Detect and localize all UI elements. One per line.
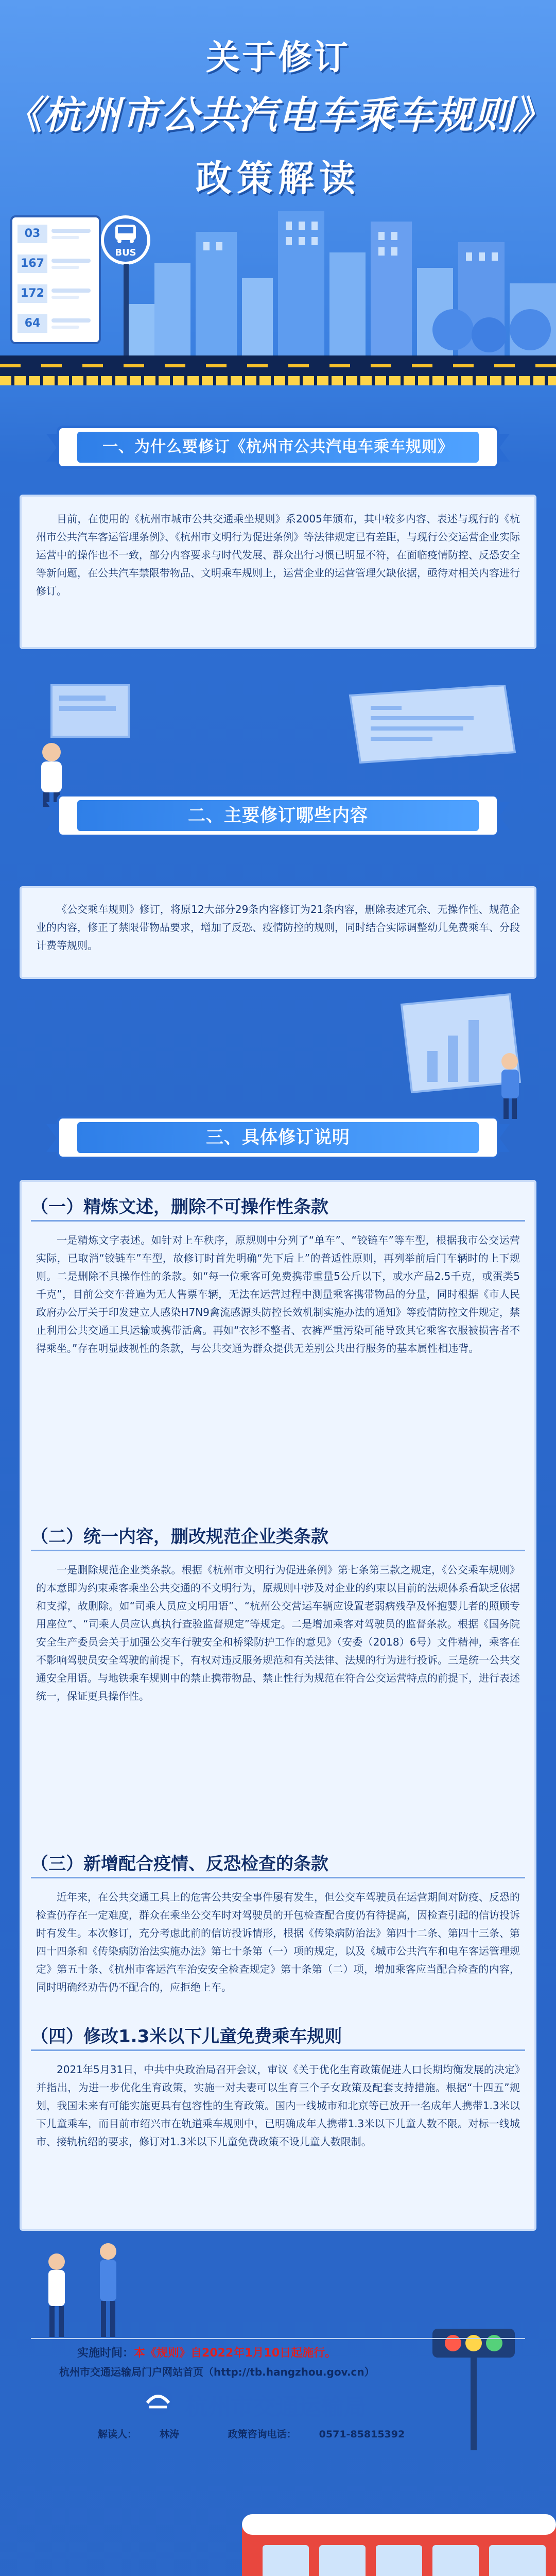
- item-3-heading: （三）新增配合疫情、反恐检查的条款: [31, 1854, 328, 1874]
- item-1-paragraph: 一是精炼文字表述。如针对上车秩序，原规则中分列了“单车”、“铰链车”等车型，根据我市公交运营实际，已取消“铰链车”车型，故修订时首先明确“先下后上”的普适性原则，再列举前后门车辆时的上下规则。二是删除不具操作性的条款。如“每一位乘客可免费携带重量5公斤以下，或水产品2.5千克，或蛋类5千克”，目前公交车普遍为无人售票车辆，无法在运营过程中测量乘客携带物品的分量，同时根据《市人民政府办公厅关于印发建立人感染H7N9禽流感源头防控长效机制实施办法的通知》等疫情防控文件规定，禁止利用公共交通工具运输或携带活禽。再如“衣衫不整者、衣裤严重污染可能导致其它乘客衣服被损害者不得乘坐。”存在明显歧视性的条款，与公共交通为群众提供无差别公共出行服务的基本属性相违背。: [36, 1234, 520, 1354]
- interpreter-label: 解读人：: [98, 2429, 137, 2440]
- item-2-heading: （二）统一内容，删改规范企业类条款: [31, 1527, 328, 1547]
- road-stripes: [0, 364, 556, 367]
- stop-row: [18, 314, 95, 334]
- divider: [31, 1220, 525, 1222]
- bus-stop-pole: [124, 264, 129, 357]
- hotline-label: 政策咨询电话：: [228, 2429, 297, 2440]
- section-2-banner: [46, 791, 510, 840]
- stop-number: 64: [18, 314, 47, 333]
- hotline-number: 0571-85815392: [319, 2429, 405, 2440]
- stop-row: [18, 284, 95, 304]
- stop-number: 03: [18, 225, 47, 243]
- bureau-emblem-icon: [139, 2385, 177, 2416]
- stop-number: 172: [18, 284, 47, 303]
- item-3-paragraph: 近年来，在公共交通工具上的危害公共安全事件屡有发生，但公交车驾驶员在运营期间对防疫、反恐的检查仍存在一定难度，群众在乘坐公交车时对驾驶员的开包检查配合度仍有待提高，因检查引起的信访投诉时有发生。本次修订，充分考虑此前的信访投诉情形，根据《传染病防治法》第四十二条、第四十三条、第四十四条和《传染病防治法实施办法》第七十条第（一）项的规定，以及《城市公共汽车和电车客运管理规定》第五十条、《杭州市客运汽车治安安全检查规定》第十条第（二）项，增加乘客应当配合检查的内容，同时明确经劝告仍不配合的，应拒绝上车。: [36, 1891, 520, 1993]
- implementation-value: 本《规则》自2022年1月10日起施行。: [134, 2347, 337, 2360]
- bus-sign-icon: [101, 215, 150, 265]
- road-fence: [0, 376, 556, 385]
- bus-stop-board: [10, 215, 101, 344]
- stop-row: [18, 225, 95, 244]
- section-1-paragraph: 目前，在使用的《杭州市城市公共交通乘坐规则》系2005年颁布，其中较多内容、表述与现行的《杭州市公共汽车客运管理条例》、《杭州市文明行为促进条例》等法律规定已有差距，与现行公交运营企业实际运营中的操作也不一致，部分内容要求与时代发展、群众出行习惯已明显不符，在面临疫情防控、反恐安全等新问题，在公共汽车禁限带物品、文明乘车规则上，运营企业的运营管理欠缺依据，亟待对相关内容进行修订。: [36, 513, 520, 597]
- item-2-paragraph: 一是删除规范企业类条款。根据《杭州市文明行为促进条例》第七条第三款之规定，《公交乘车规则》的本意即为约束乘客乘坐公共交通的不文明行为，原规则中涉及对企业的约束以目前的法规体系看缺乏依据和支撑，故删除。如“司乘人员应文明用语”、“杭州公交营运车辆应设置老弱病残孕及怀抱婴儿者的照顾专用座位”、“司乘人员应认真执行查验监督规定”等规定。二是增加乘客对驾驶员的监督条款。根据《国务院安全生产委员会关于加强公交车行驶安全和桥梁防护工作的意见》（安委（2018）6号）文件精神，乘客在不影响驾驶员安全驾驶的前提下，有权对违反服务规范和有关法律、法规的行为进行投诉。三是统一公共交通安全用语。与地铁乘车规则中的禁止携带物品、禁止性行为规范在符合公交运营特点的前提下，进行表述统一，保证更具操作性。: [36, 1564, 520, 1702]
- hotline: [228, 2429, 428, 2440]
- person-with-chart-illustration: [391, 989, 535, 1123]
- section-3-banner: [46, 1113, 510, 1162]
- person-with-screen-illustration: [21, 675, 144, 809]
- divider: [31, 2049, 525, 2051]
- implementation-label: 实施时间：: [77, 2347, 134, 2360]
- hero-title-top: 关于修订: [206, 37, 350, 77]
- divider: [31, 1877, 525, 1878]
- portal-link[interactable]: 杭州市交通运输局门户网站首页（http://tb.hangzhou.gov.cn）: [59, 2366, 375, 2378]
- interpreter-name: 林涛: [160, 2429, 180, 2440]
- two-people-illustration: [31, 2241, 144, 2344]
- item-1-heading: （一）精炼文述，删除不可操作性条款: [31, 1197, 328, 1217]
- implementation-time: [77, 2344, 336, 2360]
- bureau-name: 杭州市交通运输局: [185, 2394, 367, 2420]
- section-1-banner: [46, 422, 510, 472]
- divider: [31, 2338, 525, 2339]
- section-1-title: 一、为什么要修订《杭州市公共汽电车乘车规则》: [77, 432, 479, 463]
- divider: [31, 1550, 525, 1551]
- hero-header: [0, 0, 556, 448]
- red-bus-illustration: [227, 2483, 556, 2576]
- item-4-heading: （四）修改1.3米以下儿童免费乘车规则: [31, 2026, 342, 2047]
- stop-number: 167: [18, 255, 47, 273]
- bus-sign-label: BUS: [115, 247, 136, 258]
- interpreter: [98, 2429, 202, 2440]
- section-3-title: 三、具体修订说明: [77, 1122, 479, 1153]
- section-2-paragraph: 《公交乘车规则》修订，将原12大部分29条内容修订为21条内容，删除表述冗余、无操作性、规范企业的内容，修正了禁限带物品要求，增加了反恐、疫情防控的规则，同时结合实际调整幼儿免费乘车、分段计费等规则。: [36, 903, 520, 952]
- hero-title-main: 《杭州市公共汽电车乘车规则》: [4, 93, 552, 138]
- section-2-title: 二、主要修订哪些内容: [77, 800, 479, 831]
- hero-title-sub: 政策解读: [196, 157, 360, 199]
- stop-row: [18, 255, 95, 274]
- data-screen-illustration: [340, 685, 535, 768]
- item-4-paragraph: 2021年5月31日，中共中央政治局召开会议，审议《关于优化生育政策促进人口长期均衡发展的决定》并指出，为进一步优化生育政策，实施一对夫妻可以生育三个子女政策及配套支持措施。根据“十四五”规划，我国未来有可能实施更具有包容性的生育政策。国内一线城市和北京等已放开一名成年人携带1.3米以下儿童乘车，而目前市绍兴市在轨道乘车规则中，已明确成年人携带1.3米以下儿童人数不限。对标一线城市、接轨杭绍的要求，修订对1.3米以下儿童免费政策不设儿童人数限制。: [36, 2063, 520, 2148]
- contact-info: [98, 2427, 450, 2441]
